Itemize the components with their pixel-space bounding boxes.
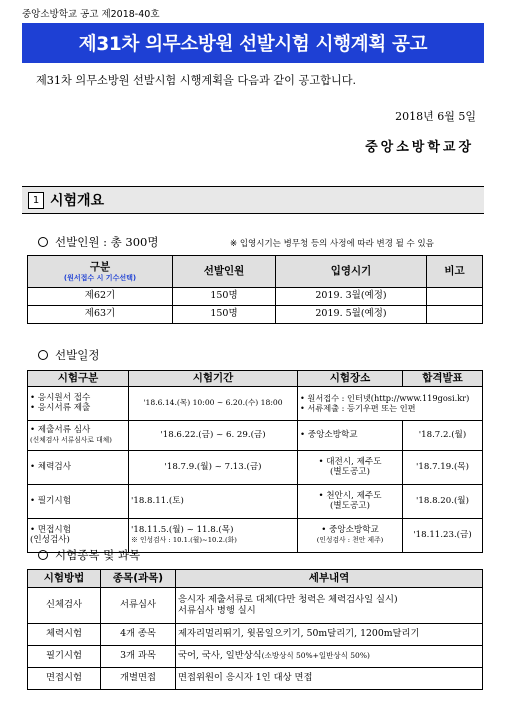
signature: 중앙소방학교장 <box>365 140 474 155</box>
subjects-bullet <box>38 547 140 563</box>
table-header: 종목(과목) <box>101 570 176 588</box>
table-row: • 제출서류 심사 (신체검사 서류심사로 대체) '18.6.22.(금) ~ 6. 29.(금) • 중앙소방학교 '18.7.2.(월) <box>28 421 483 451</box>
section-number: 1 <box>28 192 44 209</box>
recruit-label: 선발인원 : 총 300명 <box>55 235 159 249</box>
table-header: 비고 <box>427 256 483 288</box>
circle-bullet-icon <box>38 237 48 247</box>
table-header: 시험장소 <box>298 371 403 387</box>
table-header: 시험구분 <box>28 371 129 387</box>
table-row: 필기시험 3개 과목 국어, 국사, 일반상식(소방상식 50%+일반상식 50%) <box>28 646 483 668</box>
table-row: 제63기 150명 2019. 5월(예정) <box>28 306 483 324</box>
schedule-bullet <box>38 347 99 363</box>
recruit-bullet <box>38 234 158 250</box>
table-header: 시험기간 <box>129 371 298 387</box>
table-row: 신체검사 서류심사 응시자 제출서류로 대체(다만 청력은 체력검사일 실시) 서류심사 병행 실시 <box>28 588 483 624</box>
recruit-note: ※ 입영시기는 병무청 등의 사정에 따라 변경 될 수 있음 <box>230 239 434 249</box>
table-header: 시험방법 <box>28 570 101 588</box>
table-header: 입영시기 <box>276 256 427 288</box>
table-row: 체력시험 4개 종목 제자리멀리뛰기, 윗몸일으키기, 50m달리기, 1200m달리기 <box>28 624 483 646</box>
table-header: 선발인원 <box>173 256 276 288</box>
announcement-date: 2018년 6월 5일 <box>395 110 476 123</box>
schedule-table <box>27 370 483 553</box>
table-row: • 면접시험 (인성검사) '18.11.5.(월) ~ 11.8.(목) ※ 인성검사 : 10.1.(월)~10.2.(화) • 중앙소방학교 (인성검사 : 천안 제주) '18.11.23.(금) <box>28 519 483 553</box>
document-number: 중앙소방학교 공고 제2018-40호 <box>22 9 160 20</box>
circle-bullet-icon <box>38 550 48 560</box>
recruit-table <box>27 255 483 324</box>
announcement-title: 제31차 의무소방원 선발시험 시행계획 공고 <box>22 23 484 63</box>
section-title: 시험개요 <box>50 193 105 209</box>
subjects-table <box>27 569 483 690</box>
table-header: 구분 (원서접수 시 기수선택) <box>28 256 173 288</box>
subjects-label: 시험종목 및 과목 <box>55 548 141 562</box>
table-row: 제62기 150명 2019. 3월(예정) <box>28 288 483 306</box>
table-row: • 필기시험 '18.8.11.(토) • 천안시, 제주도 (별도공고) '18.8.20.(월) <box>28 485 483 519</box>
table-header: 세부내역 <box>176 570 483 588</box>
circle-bullet-icon <box>38 350 48 360</box>
table-header: 합격발표 <box>403 371 483 387</box>
table-row: 면접시험 개별면접 면접위원이 응시자 1인 대상 면접 <box>28 668 483 690</box>
section-header <box>22 186 484 214</box>
schedule-label: 선발일정 <box>55 348 100 362</box>
intro-text: 제31차 의무소방원 선발시험 시행계획을 다음과 같이 공고합니다. <box>36 74 357 87</box>
table-row: • 체력검사 '18.7.9.(월) ~ 7.13.(금) • 대전시, 제주도 (별도공고) '18.7.19.(목) <box>28 451 483 485</box>
table-row: • 응시원서 접수 • 응시서류 제출 '18.6.14.(목) 10:00 ~ 6.20.(수) 18:00 • 원서접수 : 인터넷(http://www.119gosi.kr) • 서류제출 : 등기우편 또는 인편 <box>28 387 483 421</box>
